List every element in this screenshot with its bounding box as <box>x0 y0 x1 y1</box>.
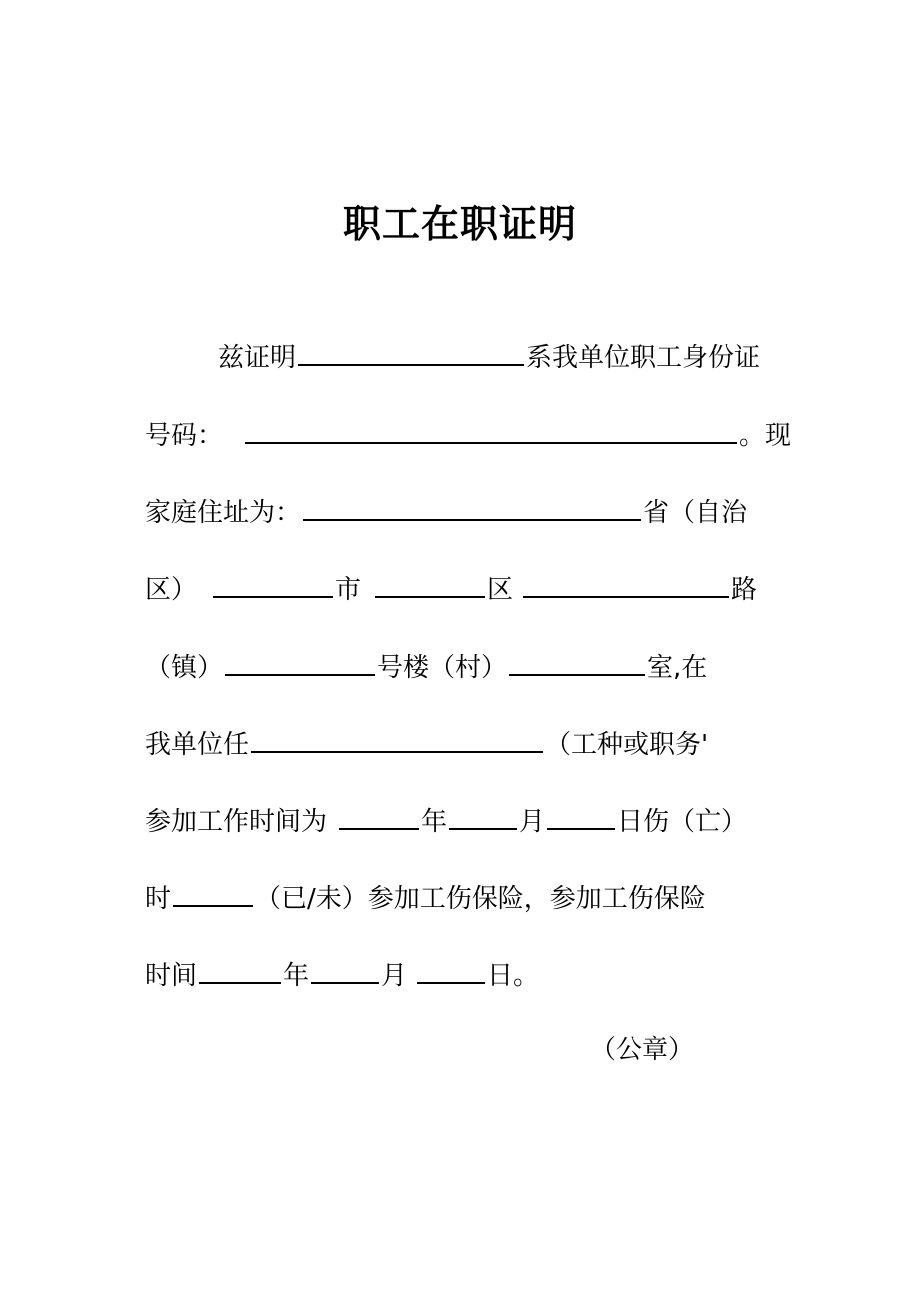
start-year-blank <box>339 800 419 830</box>
building-blank <box>225 646 375 676</box>
text-year: 年 <box>283 961 310 991</box>
text-city: 市 <box>335 575 362 605</box>
text-day-injury: 日伤（亡） <box>617 807 748 837</box>
text-building-village: 号楼（村） <box>377 653 508 683</box>
official-seal-label: （公章） <box>590 1035 695 1065</box>
text-day-end: 日。 <box>487 961 540 991</box>
insurance-year-blank <box>199 954 281 984</box>
paragraph-line-8 <box>145 877 706 919</box>
position-blank <box>251 723 543 753</box>
text-number-label: 号码： <box>145 421 224 451</box>
text-month: 月 <box>381 961 408 991</box>
road-blank <box>523 568 729 598</box>
paragraph-line-2 <box>145 414 791 456</box>
id-number-blank <box>245 414 737 444</box>
city-blank <box>213 568 333 598</box>
text-certify: 兹证明 <box>218 343 297 373</box>
paragraph-line-1 <box>218 336 760 378</box>
district-blank <box>375 568 485 598</box>
paragraph-line-5 <box>145 646 707 688</box>
province-blank <box>303 491 641 521</box>
paragraph-line-4 <box>145 568 757 610</box>
start-month-blank <box>449 800 517 830</box>
text-year: 年 <box>421 807 448 837</box>
paragraph-line-6 <box>145 723 708 765</box>
paragraph-line-7 <box>145 800 747 842</box>
text-time: 时 <box>145 884 172 914</box>
text-road: 路 <box>731 575 758 605</box>
text-home-address: 家庭住址为： <box>145 498 302 528</box>
text-region: 区） <box>145 575 198 605</box>
insured-status-blank <box>173 877 253 907</box>
start-day-blank <box>547 800 615 830</box>
paragraph-line-3 <box>145 491 747 533</box>
employee-name-blank <box>298 336 524 366</box>
room-blank <box>509 646 645 676</box>
document-title: 职工在职证明 <box>342 202 577 246</box>
insurance-month-blank <box>311 954 379 984</box>
text-province: 省（自治 <box>643 498 748 528</box>
text-our-unit: 我单位任 <box>145 730 250 760</box>
text-room-at: 室,在 <box>647 653 708 683</box>
text-insurance: （已/未）参加工伤保险，参加工伤保险 <box>255 884 706 914</box>
text-now: 。现 <box>739 421 792 451</box>
text-job-type: （工种或职务' <box>545 730 709 760</box>
text-town: （镇） <box>145 653 224 683</box>
paragraph-line-9 <box>145 954 539 996</box>
text-is-employee-id: 系我单位职工身份证 <box>526 343 761 373</box>
text-work-start: 参加工作时间为 <box>145 807 328 837</box>
text-month: 月 <box>519 807 546 837</box>
insurance-day-blank <box>417 954 485 984</box>
text-district: 区 <box>487 575 514 605</box>
text-time-label: 时间 <box>145 961 198 991</box>
